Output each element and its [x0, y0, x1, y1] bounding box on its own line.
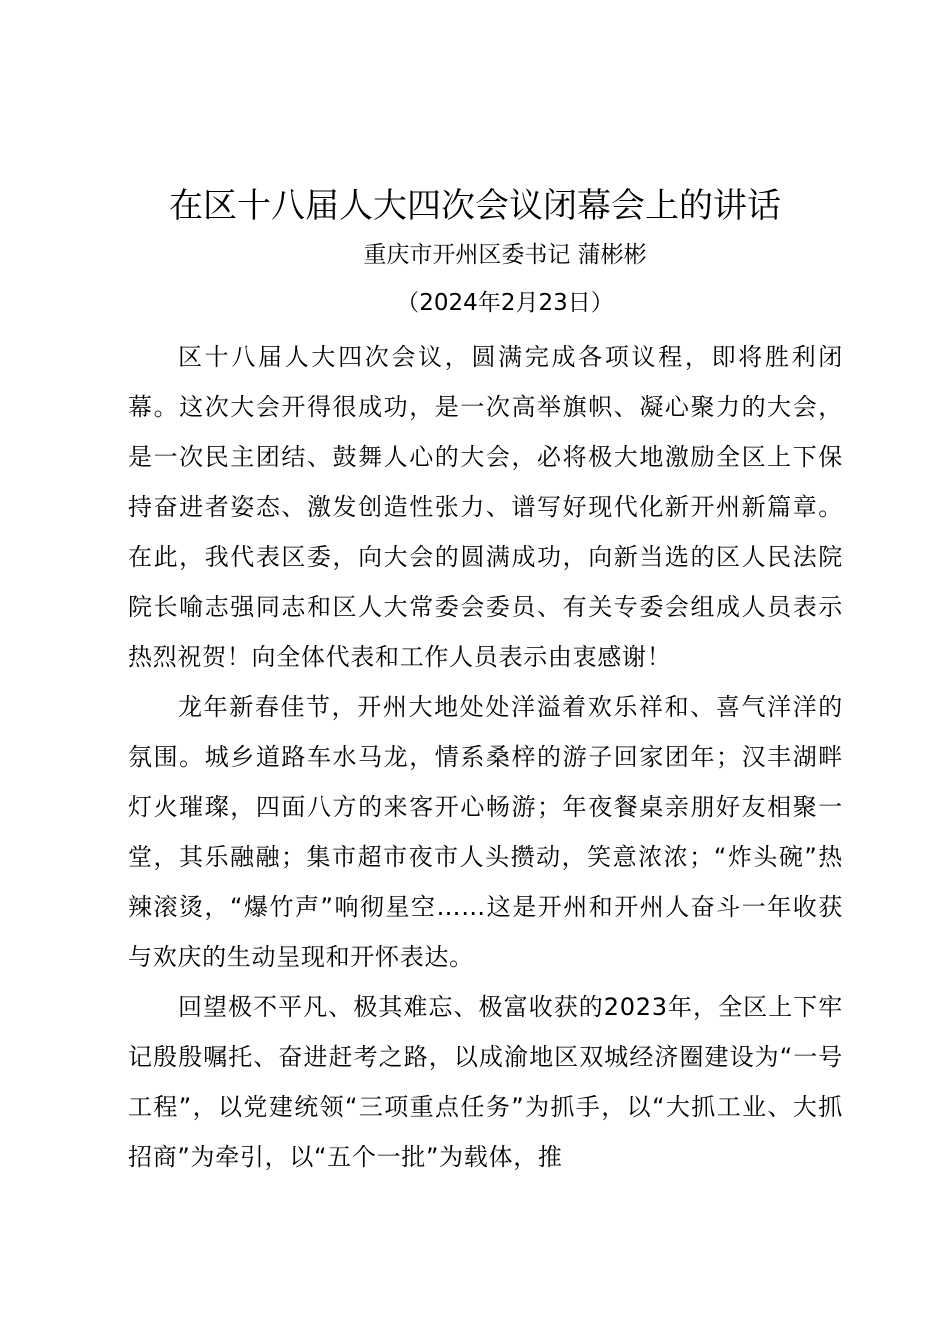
- body-paragraph-3: 回望极不平凡、极其难忘、极富收获的2023年，全区上下牢记殷殷嘱托、奋进赶考之路，以成渝地区双城经济圈建设为“一号工程”，以党建统领“三项重点任务”为抓手，以“大抓工业、大抓招商”为牵引，以“五个一批”为载体，推: [128, 993, 843, 1171]
- document-title: 在区十八届人大四次会议闭幕会上的讲话: [169, 186, 781, 226]
- document-date: （2024年2月23日）: [396, 290, 614, 316]
- body-paragraph-1: 区十八届人大四次会议，圆满完成各项议程，即将胜利闭幕。这次大会开得很成功，是一次高举旗帜、凝心聚力的大会，是一次民主团结、鼓舞人心的大会，必将极大地激励全区上下保持奋进者姿态、激发创造性张力、谱写好现代化新开州新篇章。在此，我代表区委，向大会的圆满成功，向新当选的区人民法院院长喻志强同志和区人大常委会委员、有关专委会组成人员表示热烈祝贺！向全体代表和工作人员表示由衷感谢！: [128, 343, 843, 671]
- document-body: [128, 332, 843, 1182]
- body-paragraph-2: 龙年新春佳节，开州大地处处洋溢着欢乐祥和、喜气洋洋的氛围。城乡道路车水马龙，情系桑梓的游子回家团年；汉丰湖畔灯火璀璨，四面八方的来客开心畅游；年夜餐桌亲朋好友相聚一堂，其乐融融；集市超市夜市人头攒动，笑意浓浓；“炸头碗”热辣滚烫，“爆竹声”响彻星空……这是开州和开州人奋斗一年收获与欢庆的生动呈现和开怀表达。: [128, 693, 843, 971]
- document-author: 重庆市开州区委书记 蒲彬彬: [363, 242, 647, 268]
